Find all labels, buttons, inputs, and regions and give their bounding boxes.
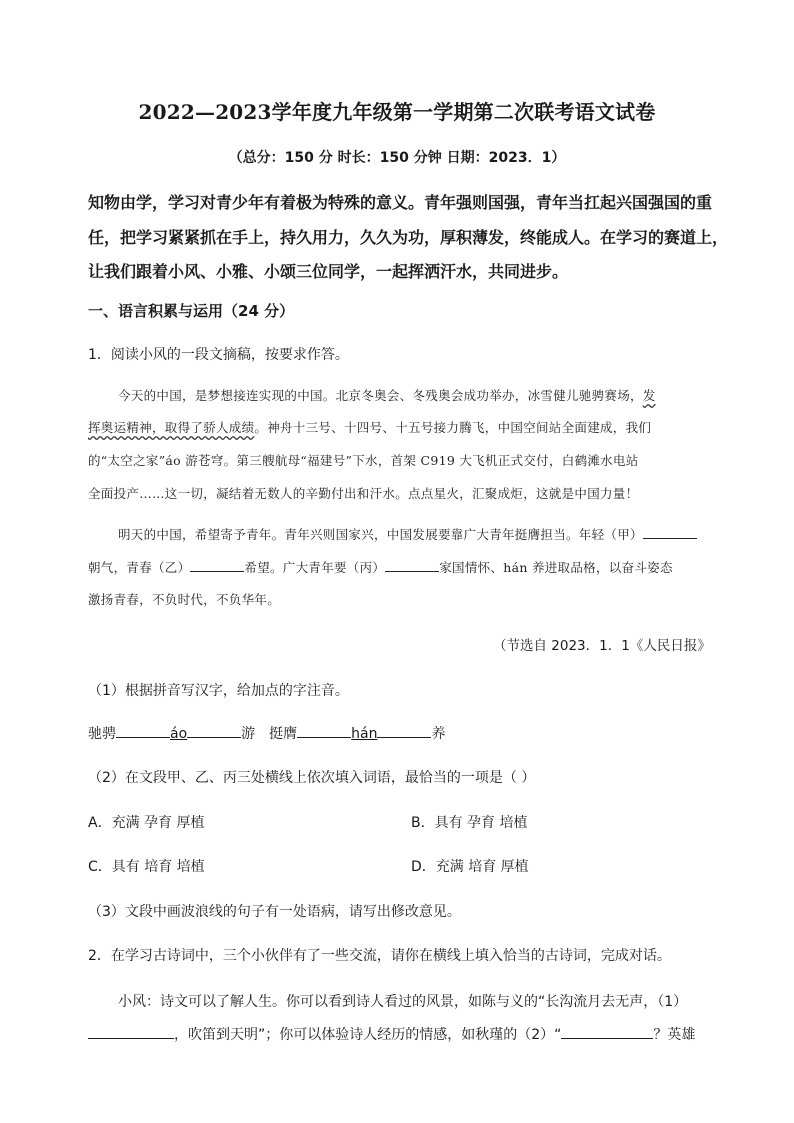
passage-source: （节选自 2023．1．1《人民日报》 bbox=[493, 638, 711, 654]
dialogue-line: 小风：诗文可以了解人生。你可以看到诗人看过的风景，如陈与义的“长沟流月去无声，（1） bbox=[118, 994, 688, 1010]
wavy-sentence: 挥奥运精神，取得了骄人成绩 bbox=[88, 420, 255, 435]
subquestion-1: （1）根据拼音写汉字，给加点的字注音。 bbox=[88, 683, 349, 699]
option-c[interactable]: C．具有 培育 培植 bbox=[88, 859, 205, 875]
passage-line bbox=[118, 386, 656, 404]
answer-blank[interactable] bbox=[116, 723, 170, 738]
dialogue-line: ，吹笛到天明”；你可以体验诗人经历的情感，如秋瑾的（2）“ ？英雄 bbox=[88, 1024, 695, 1044]
blank-yi[interactable] bbox=[190, 557, 244, 572]
question-1-stem: 1．阅读小风的一段文摘稿，按要求作答。 bbox=[88, 347, 349, 363]
passage-text: 。神舟十三号、十四号、十五号接力腾飞，中国空间站全面建成，我们 bbox=[254, 420, 652, 435]
wavy-sentence: 发 bbox=[642, 388, 656, 403]
intro-line-2: 任，把学习紧紧抓在手上，持久用力，久久为功，厚积薄发，终能成人。在学习的赛道上， bbox=[88, 228, 729, 247]
intro-line-3: 让我们跟着小风、小雅、小颂三位同学，一起挥洒汗水，共同进步。 bbox=[88, 262, 569, 281]
intro-line-1: 知物由学，学习对青少年有着极为特殊的意义。青年强则国强，青年当扛起兴国强国的重 bbox=[88, 193, 713, 212]
option-d[interactable]: D．充满 培育 厚植 bbox=[411, 859, 529, 875]
pinyin-han: hán bbox=[351, 726, 378, 742]
passage-line bbox=[88, 418, 651, 436]
blank-bing[interactable] bbox=[385, 557, 439, 572]
pinyin-fill-row: 驰骋 áo 游 挺膺 hán 养 bbox=[88, 723, 445, 743]
option-a[interactable]: A．充满 孕育 厚植 bbox=[88, 815, 205, 831]
poem-blank-2[interactable] bbox=[561, 1024, 653, 1039]
answer-blank[interactable] bbox=[377, 723, 431, 738]
blank-jia[interactable] bbox=[643, 524, 697, 539]
passage-text: 希望。广大青年要（丙） bbox=[244, 560, 386, 575]
passage-text: 朝气，青春（乙） bbox=[88, 560, 191, 575]
poem-blank-1[interactable] bbox=[88, 1024, 174, 1039]
subquestion-3: （3）文段中画波浪线的句子有一处语病，请写出修改意见。 bbox=[88, 904, 461, 920]
answer-blank[interactable] bbox=[187, 723, 241, 738]
option-b[interactable]: B．具有 孕育 培植 bbox=[411, 815, 528, 831]
question-2-stem: 2．在学习古诗词中，三个小伙伴有了一些交流，请你在横线上填入恰当的古诗词，完成对话。 bbox=[88, 948, 671, 964]
passage-text: 家国情怀、hán 养进取品格，以奋斗姿态 bbox=[439, 560, 673, 575]
passage-line: 激扬青春，不负时代，不负华年。 bbox=[88, 592, 281, 607]
passage-text: 今天的中国，是梦想接连实现的中国。北京冬奥会、冬残奥会成功举办，冰雪健儿驰骋赛场， bbox=[118, 388, 643, 403]
pinyin-ao: áo bbox=[170, 726, 188, 742]
page-title: 2022—2023学年度九年级第一学期第二次联考语文试卷 bbox=[138, 100, 656, 124]
exam-meta: （总分：150 分 时长：150 分钟 日期：2023．1） bbox=[228, 150, 566, 166]
subquestion-2: （2）在文段甲、乙、丙三处横线上依次填入词语，最恰当的一项是（ ） bbox=[88, 770, 536, 786]
passage-line bbox=[88, 557, 673, 576]
passage-line: 的“太空之家”áo 游苍穹。第三艘航母“福建号”下水，首架 C919 大飞机正式交付，白鹤滩水电站 bbox=[88, 453, 639, 468]
passage-text: 明天的中国，希望寄予青年。青年兴则国家兴，中国发展要靠广大青年挺膺担当。年轻（甲） bbox=[118, 527, 643, 542]
passage-line bbox=[118, 524, 697, 543]
section-heading: 一、语言积累与运用（24 分） bbox=[88, 302, 295, 320]
answer-blank[interactable] bbox=[297, 723, 351, 738]
passage-line: 全面投产……这一切，凝结着无数人的辛勤付出和汗水。点点星火，汇聚成炬，这就是中国力量！ bbox=[88, 486, 639, 501]
